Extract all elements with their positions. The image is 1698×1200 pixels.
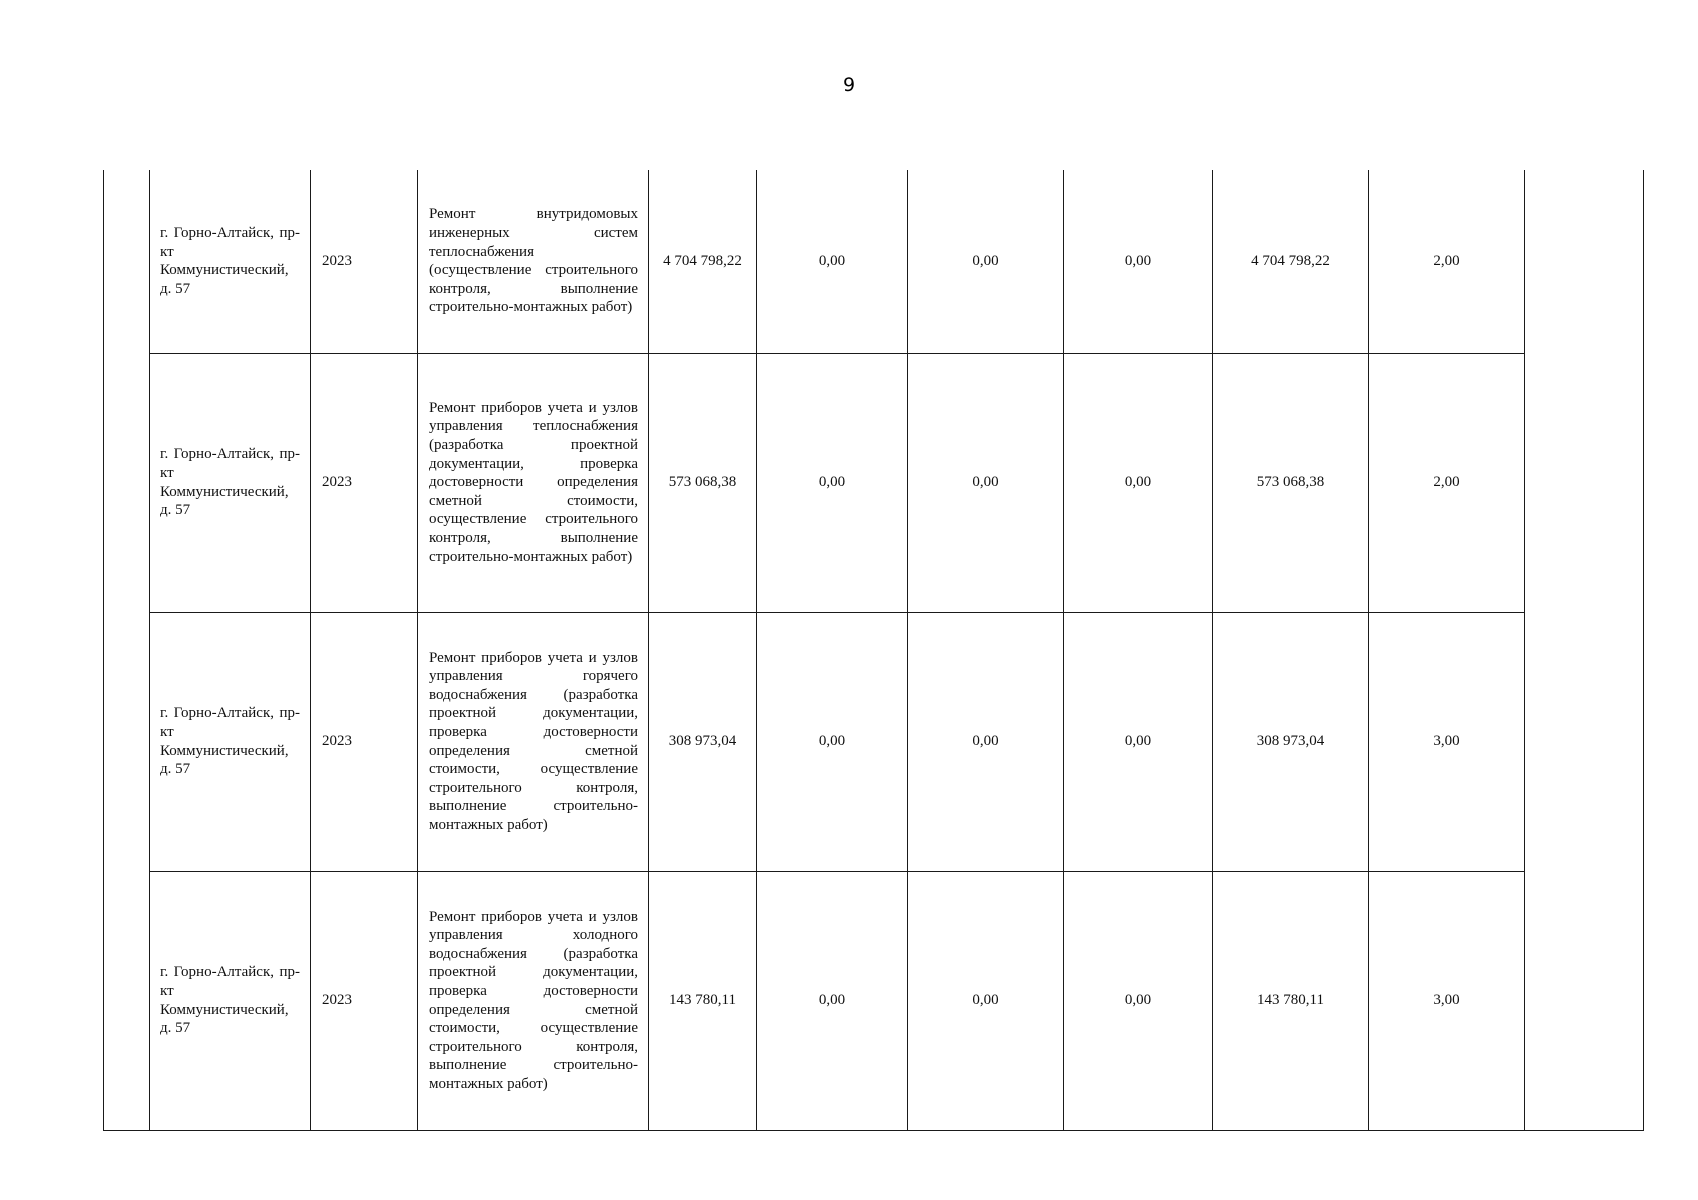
value-cell: 0,00 [908, 612, 1064, 871]
total-cost-cell: 308 973,04 [649, 612, 757, 871]
row-number-cell [104, 353, 150, 612]
value-cell: 4 704 798,22 [1213, 170, 1369, 353]
empty-cell [1525, 871, 1644, 1130]
year-cell: 2023 [311, 353, 418, 612]
work-description-cell: Ремонт внутридомовых инженерных систем теплоснабжения (осуществление строительного контроля, выполнение строительно-монтажных работ) [418, 170, 649, 353]
value-cell: 0,00 [908, 871, 1064, 1130]
page-number: 9 [842, 74, 856, 96]
table-row [104, 170, 1644, 353]
work-description-cell: Ремонт приборов учета и узлов управления горячего водоснабжения (разработка проектной документации, проверка достоверности определения сметной стоимости, осуществление строительного контроля, выполнение строительно-монтажных работ) [418, 612, 649, 871]
row-number-cell [104, 170, 150, 353]
value-cell: 0,00 [757, 353, 908, 612]
value-cell: 3,00 [1369, 871, 1525, 1130]
value-cell: 0,00 [757, 871, 908, 1130]
value-cell: 0,00 [908, 170, 1064, 353]
value-cell: 2,00 [1369, 353, 1525, 612]
row-number-cell [104, 871, 150, 1130]
value-cell: 0,00 [757, 170, 908, 353]
table-row [104, 353, 1644, 612]
total-cost-cell: 4 704 798,22 [649, 170, 757, 353]
value-cell: 0,00 [1064, 353, 1213, 612]
total-cost-cell: 573 068,38 [649, 353, 757, 612]
work-description-cell: Ремонт приборов учета и узлов управления теплоснабжения (разработка проектной документации, проверка достоверности определения сметной стоимости, осуществление строительного контроля, выполнение строительно-монтажных работ) [418, 353, 649, 612]
year-cell: 2023 [311, 612, 418, 871]
value-cell: 0,00 [1064, 871, 1213, 1130]
value-cell: 573 068,38 [1213, 353, 1369, 612]
row-number-cell [104, 612, 150, 871]
empty-cell [1525, 612, 1644, 871]
work-description-cell: Ремонт приборов учета и узлов управления холодного водоснабжения (разработка проектной документации, проверка достоверности определения сметной стоимости, осуществление строительного контроля, выполнение строительно-монтажных работ) [418, 871, 649, 1130]
year-cell: 2023 [311, 871, 418, 1130]
address-cell: г. Горно-Алтайск, пр-кт Коммунистический, д. 57 [150, 612, 311, 871]
table-row [104, 612, 1644, 871]
year-cell: 2023 [311, 170, 418, 353]
address-cell: г. Горно-Алтайск, пр-кт Коммунистический, д. 57 [150, 170, 311, 353]
value-cell: 0,00 [1064, 612, 1213, 871]
empty-cell [1525, 170, 1644, 353]
value-cell: 0,00 [1064, 170, 1213, 353]
total-cost-cell: 143 780,11 [649, 871, 757, 1130]
value-cell: 2,00 [1369, 170, 1525, 353]
value-cell: 3,00 [1369, 612, 1525, 871]
value-cell: 0,00 [908, 353, 1064, 612]
value-cell: 308 973,04 [1213, 612, 1369, 871]
value-cell: 0,00 [757, 612, 908, 871]
table-row [104, 871, 1644, 1130]
address-cell: г. Горно-Алтайск, пр-кт Коммунистический, д. 57 [150, 353, 311, 612]
address-cell: г. Горно-Алтайск, пр-кт Коммунистический, д. 57 [150, 871, 311, 1130]
value-cell: 143 780,11 [1213, 871, 1369, 1130]
work-plan-table [103, 170, 1644, 1131]
empty-cell [1525, 353, 1644, 612]
